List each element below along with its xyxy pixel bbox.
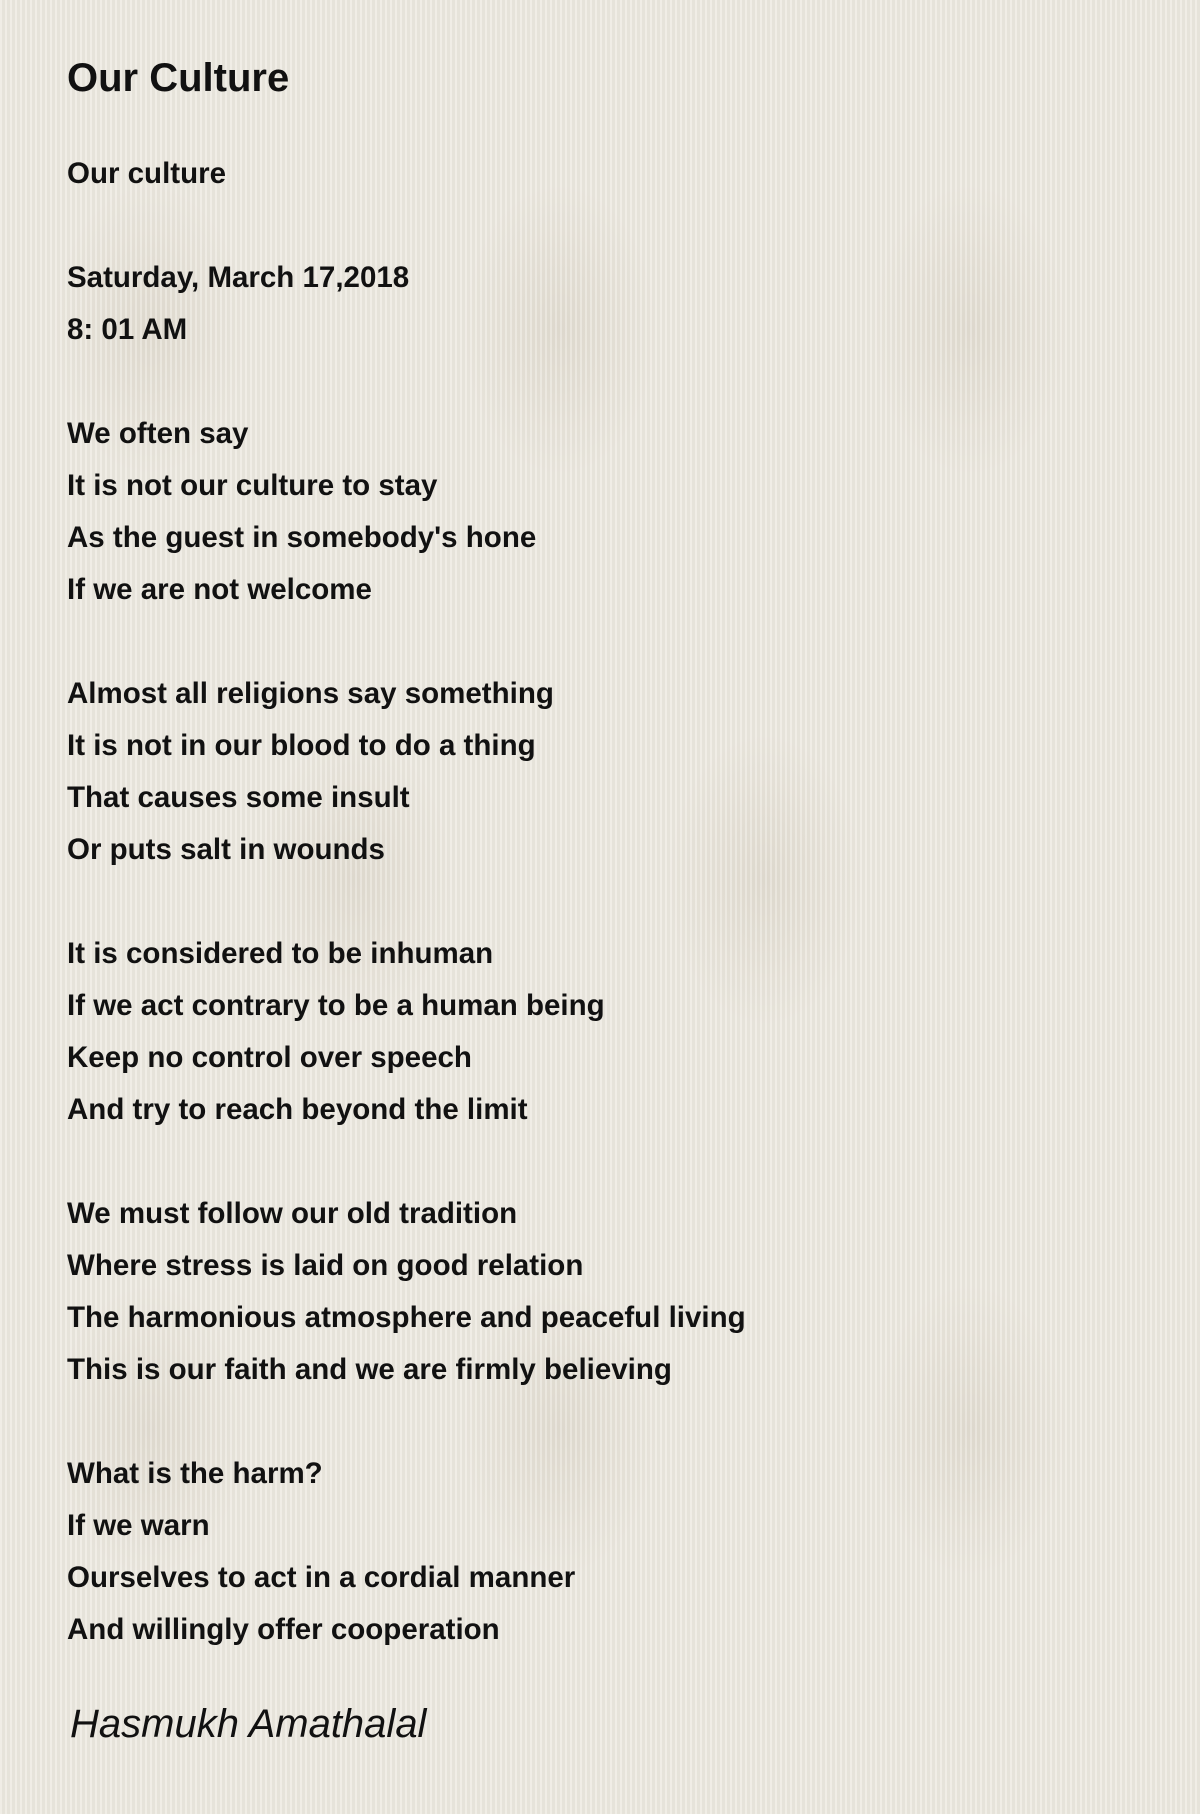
poem-line: Ourselves to act in a cordial manner <box>67 1561 576 1594</box>
poem-line: That causes some insult <box>67 781 410 814</box>
stanza <box>67 148 1147 200</box>
stanza <box>67 668 1147 876</box>
poem-title: Our Culture <box>67 56 290 100</box>
poem-body <box>67 148 1147 1656</box>
poem-line: And try to reach beyond the limit <box>67 1093 528 1126</box>
poem-line: It is not in our blood to do a thing <box>67 729 536 762</box>
poem-line: What is the harm? <box>67 1457 323 1490</box>
poem-line: Where stress is laid on good relation <box>67 1249 584 1282</box>
stanza <box>67 1188 1147 1396</box>
poem-line: Almost all religions say something <box>67 677 554 710</box>
poem-line: We must follow our old tradition <box>67 1197 518 1230</box>
stanza <box>67 1448 1147 1656</box>
poem-line: And willingly offer cooperation <box>67 1613 500 1646</box>
poem-line: Our culture <box>67 157 226 190</box>
poem-line: If we are not welcome <box>67 573 372 606</box>
poem-line: 8: 01 AM <box>67 313 188 346</box>
poem-line: Saturday, March 17,2018 <box>67 261 410 294</box>
stanza <box>67 252 1147 356</box>
poem-line: It is not our culture to stay <box>67 469 438 502</box>
poem-line: The harmonious atmosphere and peaceful living <box>67 1301 746 1334</box>
stanza <box>67 928 1147 1136</box>
poem-line: This is our faith and we are firmly believing <box>67 1353 672 1386</box>
stanza <box>67 408 1147 616</box>
poem-line: Or puts salt in wounds <box>67 833 385 866</box>
poem-line: If we warn <box>67 1509 210 1542</box>
poem-author: Hasmukh Amathalal <box>70 1702 427 1746</box>
poem-line: Keep no control over speech <box>67 1041 472 1074</box>
poem-line: If we act contrary to be a human being <box>67 989 605 1022</box>
poem-line: It is considered to be inhuman <box>67 937 494 970</box>
poem-line: We often say <box>67 417 249 450</box>
poem-page <box>67 48 1147 1754</box>
poem-line: As the guest in somebody's hone <box>67 521 537 554</box>
